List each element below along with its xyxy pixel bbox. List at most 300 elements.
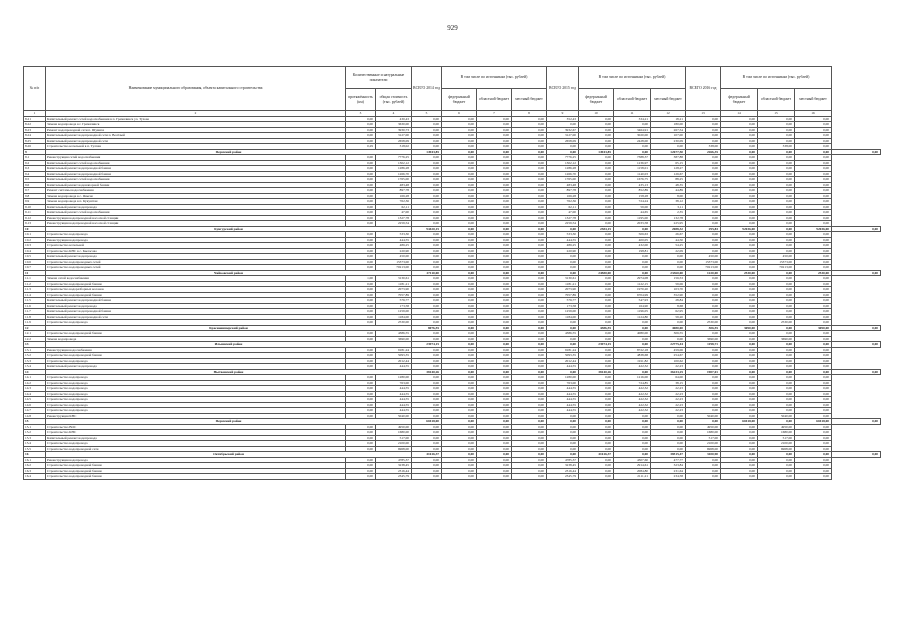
table-cell: 0,00 [477, 424, 512, 430]
row-number: 9.11 [24, 210, 46, 216]
row-number: 14.1 [24, 375, 46, 381]
column-number: 4 [376, 111, 412, 117]
object-name: Строительство КНС в с. Кыласово [46, 248, 346, 254]
table-cell: 0,00 [346, 347, 376, 353]
table-cell: 0,00 [795, 424, 832, 430]
table-cell: 166,28 [547, 193, 579, 199]
table-cell: 0,00 [832, 325, 881, 331]
row-number: 10.4 [24, 248, 46, 254]
table-cell: 0,00 [512, 342, 547, 348]
table-cell: 1158,01 [614, 166, 651, 172]
table-cell: 0,00 [547, 259, 579, 265]
table-cell: 156,53 [651, 276, 686, 282]
table-cell: 0,00 [412, 188, 442, 194]
table-cell: 0,00 [686, 457, 721, 463]
table-cell: 22,23 [651, 397, 686, 403]
table-cell: 0,00 [477, 408, 512, 414]
table-cell: 0,00 [512, 193, 547, 199]
table-cell: 0,00 [758, 127, 795, 133]
table-cell: 0,00 [758, 397, 795, 403]
table-cell: 0,00 [512, 298, 547, 304]
table-cell: 0,00 [477, 116, 512, 122]
table-cell: 26,67 [651, 232, 686, 238]
row-number: 12 [24, 325, 46, 331]
table-cell: 0,00 [346, 331, 376, 337]
object-name: Капитальный ремонт водопровода [46, 254, 346, 260]
table-cell: 4785,37 [376, 457, 412, 463]
table-cell: 22,23 [651, 386, 686, 392]
table-cell: 0,00 [721, 391, 758, 397]
table-cell: 0,00 [795, 446, 832, 452]
table-cell: 0,00 [442, 199, 477, 205]
table-cell: 0,00 [477, 397, 512, 403]
table-cell: 0,00 [547, 254, 579, 260]
table-cell: 0,00 [614, 369, 651, 375]
table-cell: 0,00 [651, 144, 686, 150]
table-cell: 0,00 [442, 210, 477, 216]
table-cell: 0,00 [442, 292, 477, 298]
table-cell: 0,00 [614, 254, 651, 260]
row-number: 11.2 [24, 281, 46, 287]
table-cell: 0,00 [579, 457, 614, 463]
table-cell: 0,00 [477, 457, 512, 463]
table-cell: 0,00 [721, 457, 758, 463]
header-regional-2014: областной бюджет [477, 89, 512, 111]
table-cell: 0,00 [442, 364, 477, 370]
table-cell: 0,00 [346, 171, 376, 177]
table-cell: 0,00 [512, 380, 547, 386]
table-cell: 0,00 [346, 287, 376, 293]
table-cell: 444,55 [547, 237, 579, 243]
table-cell: 0,00 [442, 232, 477, 238]
table-cell: 2100,00 [376, 441, 412, 447]
table-cell: 0,00 [512, 276, 547, 282]
table-cell: 0,00 [477, 342, 512, 348]
table-cell: 0,00 [721, 331, 758, 337]
table-cell: 0,00 [412, 259, 442, 265]
table-cell: 0,00 [442, 177, 477, 183]
table-cell: 0,00 [686, 397, 721, 403]
table-cell: 0,00 [686, 116, 721, 122]
table-cell: 0,00 [346, 182, 376, 188]
table-cell: 0,00 [795, 287, 832, 293]
table-cell: 0,00 [477, 243, 512, 249]
table-cell: 0,00 [686, 138, 721, 144]
table-cell: 8722,18 [614, 347, 651, 353]
table-cell: 0,00 [795, 199, 832, 205]
table-row [24, 474, 881, 480]
table-cell: 0,00 [412, 122, 442, 128]
table-cell: 0,00 [412, 144, 442, 150]
table-cell: 0,00 [795, 413, 832, 419]
table-cell: 0,00 [758, 386, 795, 392]
table-cell: 0,00 [686, 364, 721, 370]
table-cell: 1286,28 [376, 166, 412, 172]
table-cell: 0,00 [547, 325, 579, 331]
table-cell: 0,00 [579, 474, 614, 480]
table-cell: 0,00 [346, 265, 376, 271]
table-cell: 70213,00 [376, 265, 412, 271]
table-cell: 0,00 [412, 320, 442, 326]
table-cell: 0,00 [614, 342, 651, 348]
table-cell: 0,00 [346, 314, 376, 320]
table-cell: 0,00 [686, 303, 721, 309]
object-name: Реконструкция водопроводной насосной станции [46, 215, 346, 221]
table-cell: 0,00 [758, 402, 795, 408]
table-cell: 0,00 [686, 122, 721, 128]
table-cell: 0,00 [686, 182, 721, 188]
row-number: 9.7 [24, 188, 46, 194]
table-cell: 0,00 [346, 463, 376, 469]
table-cell: 3690,00 [721, 325, 758, 331]
table-cell: 38,15 [651, 380, 686, 386]
table-cell: 0,00 [795, 369, 832, 375]
row-number: 15.3 [24, 435, 46, 441]
table-cell: 0,00 [579, 303, 614, 309]
table-cell: 0,00 [758, 204, 795, 210]
table-cell: 0,00 [579, 353, 614, 359]
table-cell: 0,00 [442, 441, 477, 447]
table-cell: 0,00 [477, 386, 512, 392]
table-cell: 1184,00 [547, 314, 579, 320]
table-cell: 0,00 [442, 160, 477, 166]
table-cell: 0,00 [795, 221, 832, 227]
table-cell: 4307,60 [614, 457, 651, 463]
table-cell: 1280,00 [376, 375, 412, 381]
table-cell: 0,00 [686, 375, 721, 381]
table-cell: 0,00 [477, 160, 512, 166]
table-cell: 23360,00 [651, 270, 686, 276]
table-cell: 0,00 [512, 138, 547, 144]
table-cell: 0,00 [547, 441, 579, 447]
table-cell: 4386,55 [547, 331, 579, 337]
header-regional-2016: областной бюджет [758, 89, 795, 111]
table-cell: 0,00 [795, 254, 832, 260]
table-cell: 0,00 [832, 270, 881, 276]
table-cell: 444,55 [376, 402, 412, 408]
table-cell: 0,00 [512, 232, 547, 238]
table-cell: 0,00 [614, 435, 651, 441]
table-cell: 852,89 [614, 188, 651, 194]
table-cell: 0,00 [614, 226, 651, 232]
table-cell: 486,25 [376, 243, 412, 249]
table-cell: 0,00 [721, 314, 758, 320]
table-cell: 103,70 [651, 287, 686, 293]
table-header [24, 67, 881, 111]
table-cell: 0,00 [346, 441, 376, 447]
table-cell: 0,00 [477, 303, 512, 309]
table-cell: 0,00 [442, 193, 477, 199]
table-cell: 0,00 [795, 243, 832, 249]
table-cell: 0,00 [412, 215, 442, 221]
table-cell: 0,00 [758, 331, 795, 337]
table-cell: 0,00 [442, 303, 477, 309]
table-cell: 0,00 [412, 171, 442, 177]
row-number: 9.12 [24, 215, 46, 221]
table-cell: 0,00 [477, 177, 512, 183]
object-name: Строительство водопровода [46, 386, 346, 392]
table-cell: 0,00 [412, 391, 442, 397]
table-cell: 0,00 [721, 166, 758, 172]
table-cell: 0,00 [512, 149, 547, 155]
section-title: Чайковский район [46, 270, 412, 276]
table-cell: 59,00 [614, 204, 651, 210]
table-cell: 0,00 [721, 160, 758, 166]
table-cell: 0,00 [614, 259, 651, 265]
table-cell: 5093,35 [547, 353, 579, 359]
table-cell: 126,67 [651, 171, 686, 177]
table-cell: 0,00 [477, 287, 512, 293]
table-cell: 0,00 [477, 413, 512, 419]
table-cell: 2530,00 [686, 320, 721, 326]
row-number: 9.8 [24, 193, 46, 199]
table-cell: 0,00 [614, 270, 651, 276]
column-number: 8 [512, 111, 547, 117]
table-cell: 0,00 [614, 452, 651, 458]
table-cell: 5093,35 [376, 353, 412, 359]
column-number: 9 [547, 111, 579, 117]
row-number: 9 [24, 149, 46, 155]
table-cell: 0,00 [579, 320, 614, 326]
table-cell: 0,00 [512, 155, 547, 161]
table-cell: 0,00 [477, 188, 512, 194]
table-cell: 1259,00 [547, 309, 579, 315]
table-cell: 0,00 [442, 149, 477, 155]
table-cell: 0,00 [477, 463, 512, 469]
table-cell: 166,28 [376, 193, 412, 199]
table-cell: 0,00 [512, 248, 547, 254]
row-number: 15.4 [24, 441, 46, 447]
table-cell: 27110,00 [412, 270, 442, 276]
table-cell: 0,00 [512, 292, 547, 298]
row-number: 9.13 [24, 221, 46, 227]
table-cell: 0,00 [412, 248, 442, 254]
table-cell: 0,00 [758, 226, 795, 232]
table-cell: 0,00 [686, 314, 721, 320]
table-cell: 0,00 [442, 133, 477, 139]
table-cell: 0,00 [579, 391, 614, 397]
table-cell: 0,00 [758, 347, 795, 353]
table-cell: 0,00 [412, 309, 442, 315]
table-cell: 0,00 [758, 237, 795, 243]
table-cell: 1970,20 [614, 287, 651, 293]
table-cell: 0,00 [758, 298, 795, 304]
table-cell: 0,00 [758, 177, 795, 183]
table-cell: 0,00 [579, 408, 614, 414]
table-cell: 3690,00 [758, 336, 795, 342]
table-cell: 0,00 [412, 314, 442, 320]
table-cell: 0,00 [651, 441, 686, 447]
table-cell: 0,00 [346, 303, 376, 309]
table-cell: 5040,00 [686, 413, 721, 419]
row-number: 8.25 [24, 138, 46, 144]
table-cell: 0,00 [477, 226, 512, 232]
table-cell: 724,24 [614, 199, 651, 205]
table-cell: 36233,25 [651, 369, 686, 375]
table-cell: 2974,08 [614, 276, 651, 282]
table-cell: 444,55 [547, 397, 579, 403]
table-cell: 0,00 [442, 188, 477, 194]
table-cell: 477,77 [651, 457, 686, 463]
row-number: 8.22 [24, 122, 46, 128]
table-cell: 4080,00 [651, 325, 686, 331]
table-cell: 0,00 [442, 221, 477, 227]
table-cell: 0,00 [477, 336, 512, 342]
table-cell: 506,63 [614, 232, 651, 238]
table-cell: 0,00 [579, 424, 614, 430]
table-cell: 3020,00 [614, 133, 651, 139]
table-cell: 0,00 [412, 133, 442, 139]
table-cell: 0,00 [412, 336, 442, 342]
table-cell: 0,00 [512, 353, 547, 359]
table-cell: 0,00 [795, 358, 832, 364]
table-cell: 2266,35 [686, 149, 721, 155]
table-cell: 2914,61 [614, 463, 651, 469]
table-cell: 0,00 [547, 424, 579, 430]
column-number: 1 [24, 111, 46, 117]
row-number: 10.7 [24, 265, 46, 271]
table-cell: 0,00 [512, 391, 547, 397]
table-cell: 0,00 [477, 430, 512, 436]
table-cell: 0,00 [412, 182, 442, 188]
table-cell: 0,00 [795, 380, 832, 386]
table-cell: 0,00 [651, 265, 686, 271]
table-cell: 164,90 [614, 303, 651, 309]
row-number: 14.8 [24, 413, 46, 419]
table-cell: 7776,25 [547, 155, 579, 161]
object-name: Строительство водопровода [46, 320, 346, 326]
table-cell: 0,00 [579, 446, 614, 452]
table-cell: 254,67 [651, 353, 686, 359]
table-cell: 547,93 [614, 298, 651, 304]
table-cell: 0,00 [346, 358, 376, 364]
table-cell: 0,00 [651, 413, 686, 419]
table-cell: 0,00 [477, 353, 512, 359]
table-cell: 0,00 [512, 325, 547, 331]
table-cell: 1302,12 [547, 160, 579, 166]
table-cell: 6968,00 [686, 446, 721, 452]
table-cell: 1,00 [346, 276, 376, 282]
table-cell: 0,00 [721, 435, 758, 441]
table-cell: 444,55 [547, 364, 579, 370]
table-cell: 0,00 [614, 336, 651, 342]
table-cell: 0,00 [686, 188, 721, 194]
table-cell: 64,00 [651, 375, 686, 381]
object-name: Капитальный ремонт водопроводной башни [46, 309, 346, 315]
table-cell: 0,00 [512, 281, 547, 287]
table-cell: 0,00 [412, 446, 442, 452]
table-cell: 517,00 [686, 435, 721, 441]
table-cell: 0,00 [442, 122, 477, 128]
table-cell: 0,00 [686, 199, 721, 205]
table-cell: 0,00 [795, 463, 832, 469]
table-cell: 23974,15 [579, 342, 614, 348]
table-cell: 0,00 [758, 243, 795, 249]
header-total-2014: ВСЕГО 2014 год [412, 67, 442, 111]
object-name: Капитальный ремонт сетей водоснабжения [46, 210, 346, 216]
table-cell: 0,29 [346, 144, 376, 150]
object-name: Капитальный ремонт водопроводной башни [46, 298, 346, 304]
table-cell: 0,00 [686, 298, 721, 304]
table-cell: 6704,99 [614, 292, 651, 298]
table-cell: 295,83 [686, 226, 721, 232]
table-cell: 2530,00 [721, 270, 758, 276]
table-cell: 0,00 [795, 375, 832, 381]
table-cell: 28,84 [651, 298, 686, 304]
table-cell: 0,00 [412, 243, 442, 249]
table-cell: 0,00 [579, 336, 614, 342]
table-cell: 517,00 [376, 435, 412, 441]
table-cell: 60418,00 [412, 419, 442, 425]
table-cell: 2100,00 [758, 441, 795, 447]
table-cell: 0,00 [477, 270, 512, 276]
section-title: Ильинский район [46, 342, 412, 348]
column-number: 16 [795, 111, 832, 117]
table-cell: 0,00 [721, 375, 758, 381]
table-cell: 7057,89 [376, 292, 412, 298]
table-cell: 0,00 [512, 259, 547, 265]
table-cell: 0,00 [758, 232, 795, 238]
table-cell: 0,00 [477, 375, 512, 381]
object-name: Строительство водопровода [46, 397, 346, 403]
object-name: Строительство водопровода [46, 380, 346, 386]
table-cell: 0,00 [477, 358, 512, 364]
column-number: 11 [614, 111, 651, 117]
table-cell: 0,00 [651, 430, 686, 436]
table-cell: 220,90 [547, 248, 579, 254]
table-cell: 0,00 [412, 397, 442, 403]
table-cell: 0,00 [758, 287, 795, 293]
object-name: Строительство водопровода [46, 441, 346, 447]
table-cell: 0,00 [721, 358, 758, 364]
table-cell: 0,00 [795, 171, 832, 177]
object-name: Капитальный ремонт водопровода [46, 435, 346, 441]
table-cell: 0,00 [832, 419, 881, 425]
table-cell: 0,00 [758, 375, 795, 381]
table-cell: 38,12 [651, 199, 686, 205]
table-cell: 0,00 [412, 276, 442, 282]
row-number: 15.5 [24, 446, 46, 452]
table-cell: 0,00 [512, 369, 547, 375]
table-cell: 9181,24 [547, 347, 579, 353]
table-cell: 763,00 [376, 380, 412, 386]
table-cell: 0,00 [721, 221, 758, 227]
table-cell: 444,55 [547, 408, 579, 414]
table-cell: 0,00 [721, 276, 758, 282]
table-cell: 0,00 [579, 413, 614, 419]
table-cell: 0,00 [442, 287, 477, 293]
table-cell: 3690,00 [795, 325, 832, 331]
table-cell: 22,09 [651, 248, 686, 254]
table-cell: 0,00 [795, 155, 832, 161]
table-cell: 0,00 [346, 221, 376, 227]
table-cell: 0,00 [442, 226, 477, 232]
table-cell: 22775,44 [651, 342, 686, 348]
table-cell: 0,00 [614, 265, 651, 271]
table-cell: 0,00 [442, 380, 477, 386]
table-cell: 0,00 [477, 391, 512, 397]
table-cell: 0,00 [579, 435, 614, 441]
table-cell: 0,00 [795, 314, 832, 320]
table-cell: 0,00 [686, 155, 721, 161]
table-cell: 22,23 [651, 408, 686, 414]
object-name: Капитальный ремонт сетей водоснабжения в п. Гремячинск ул. Тухова [46, 116, 346, 122]
table-cell: 0,00 [512, 166, 547, 172]
table-cell: 0,00 [721, 259, 758, 265]
table-cell: 1907,01 [686, 369, 721, 375]
table-cell: 1680,00 [686, 430, 721, 436]
table-cell: 0,00 [442, 402, 477, 408]
